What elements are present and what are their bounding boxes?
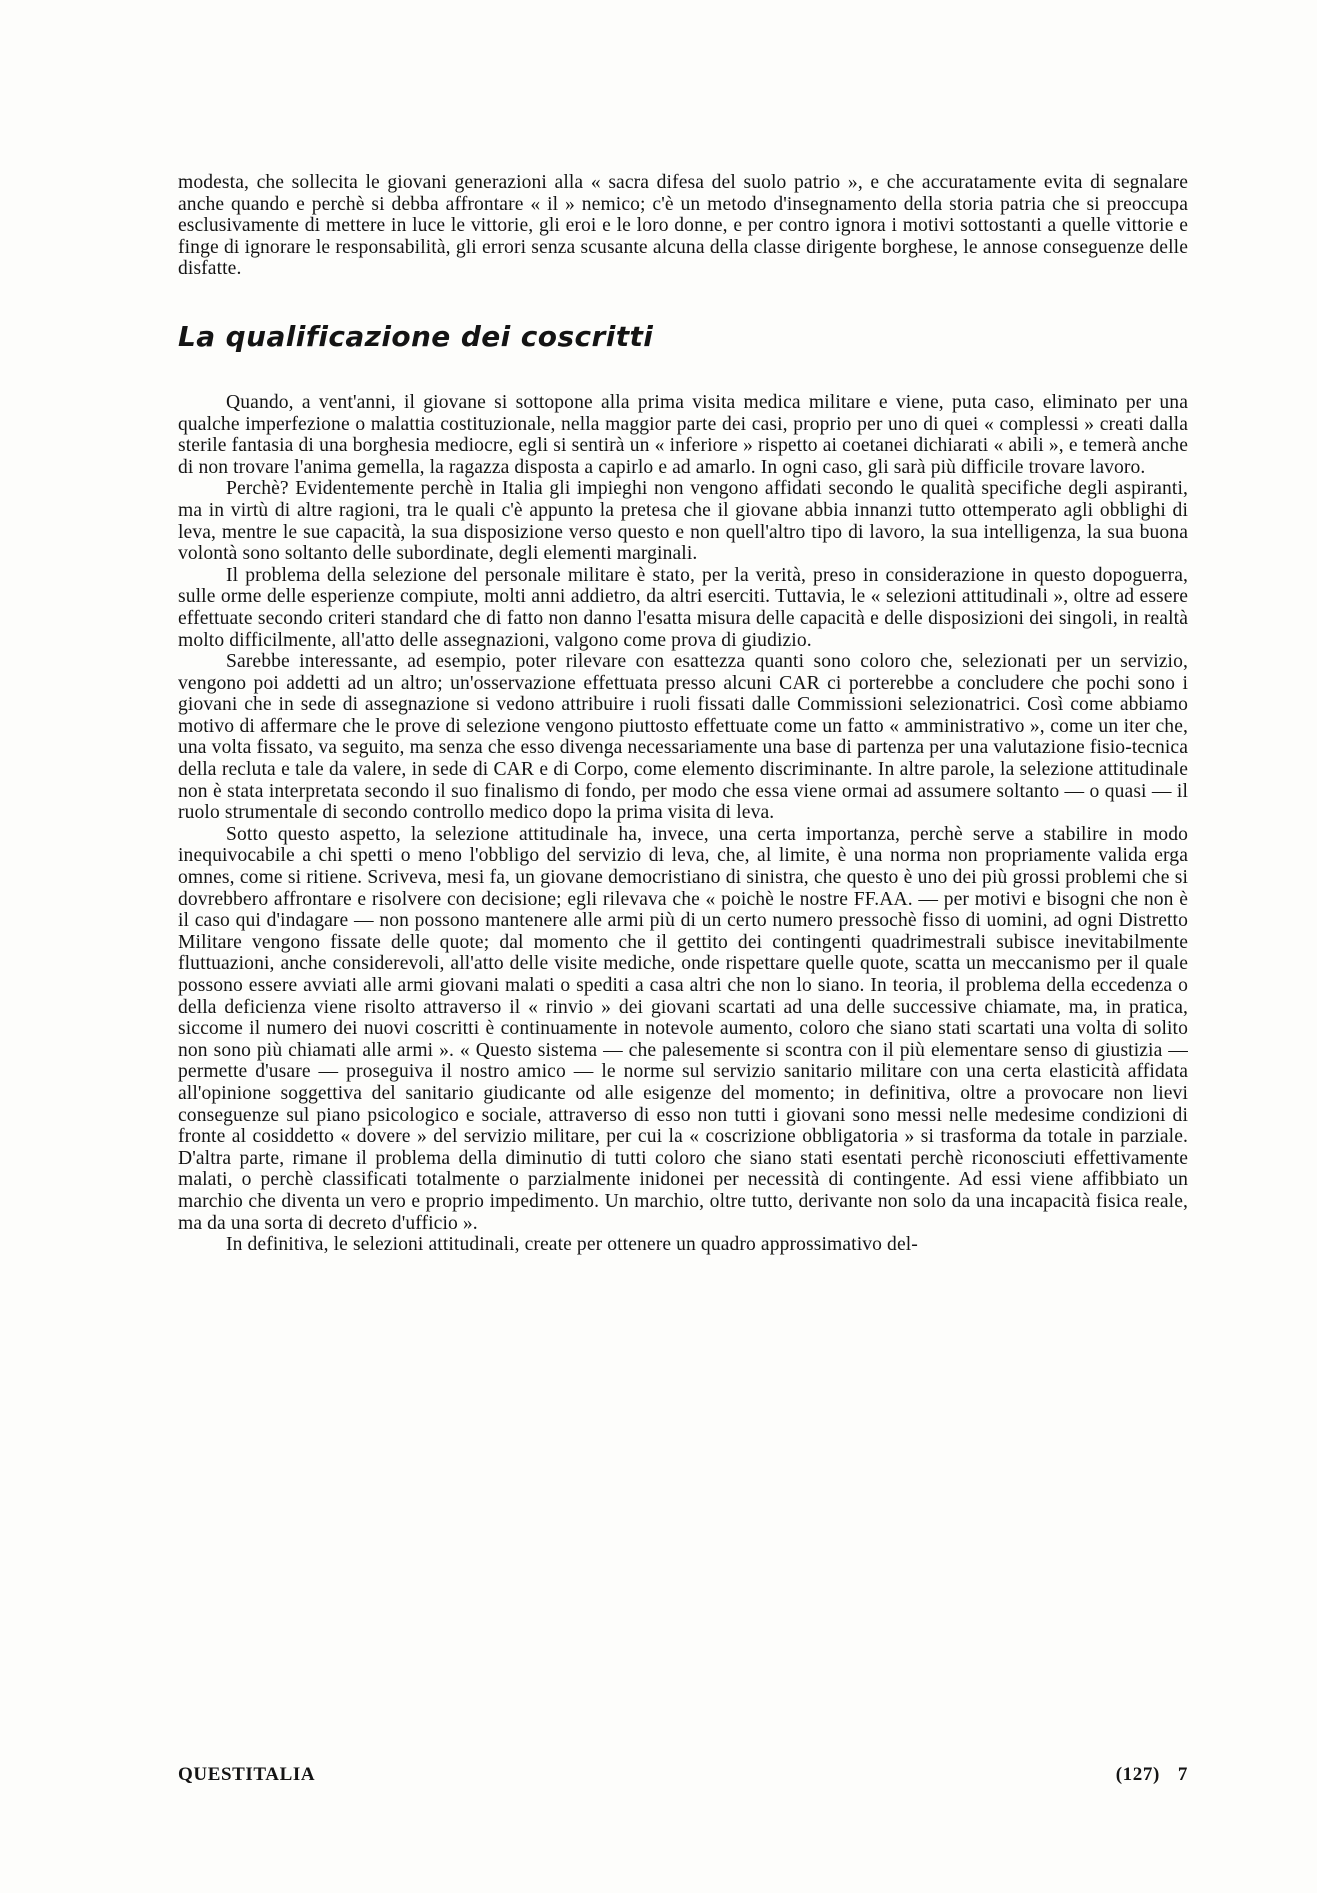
intro-paragraph: modesta, che sollecita le giovani generazioni alla « sacra difesa del suolo patrio », e che accuratamente evita di segnalare anche quando e perchè si debba affrontare « il » nemico; c'è un metodo d'insegnamento della storia patria che si preoccupa esclusivamente di mettere in luce le vittorie, gli eroi e le loro donne, e per contro ignora i motivi sottostanti a quelle vittorie e finge di ignorare le responsabilità, gli errori senza scusante alcuna della classe dirigente borghese, le annose conseguenze delle disfatte. — [178, 172, 1188, 280]
issue-number: (127) — [1115, 1764, 1160, 1785]
section-heading: La qualificazione dei coscritti — [178, 319, 654, 353]
page-number: 7 — [1177, 1764, 1188, 1785]
body-paragraph-4: Sarebbe interessante, ad esempio, poter rilevare con esattezza quanti sono coloro che, selezionati per un servizio, vengono poi addetti ad un altro; un'osservazione effettuata presso alcuni CAR ci porterebbe a concludere che pochi sono i giovani che in sede di assegnazione si vedono attribuire i ruoli fissati dalle Commissioni selezionatrici. Così come abbiamo motivo di affermare che le prove di selezione vengono piuttosto effettuate come un fatto « amministrativo », come un iter che, una volta fissato, va seguito, ma senza che esso divenga necessariamente una base di partenza per una valutazione fisio-tecnica della recluta e tale da valere, in sede di CAR e di Corpo, come elemento discriminante. In altre parole, la selezione attitudinale non è stata interpretata secondo il suo finalismo di fondo, per modo che essa viene ormai ad assumere soltanto — o quasi — il ruolo strumentale di secondo controllo medico dopo la prima visita di leva. — [178, 651, 1188, 824]
body-paragraph-3: Il problema della selezione del personale militare è stato, per la verità, preso in considerazione in questo dopoguerra, sulle orme delle esperienze compiute, molti anni addietro, da altri eserciti. Tuttavia, le « selezioni attitudinali », oltre ad essere effettuate secondo criteri standard che di fatto non danno l'esatta misura delle capacità e delle disposizioni dei singoli, in realtà molto difficilmente, all'atto delle assegnazioni, valgono come prova di giudizio. — [178, 564, 1188, 651]
journal-name: QUESTITALIA — [178, 1764, 316, 1785]
text-column — [178, 172, 1188, 1256]
page-reference — [1116, 1764, 1188, 1786]
body-paragraph-5: Sotto questo aspetto, la selezione attitudinale ha, invece, una certa importanza, perchè serve a stabilire in modo inequivocabile a chi spetti o meno l'obbligo del servizio di leva, che, al limite, è una norma non propriamente valida erga omnes, come si ritiene. Scriveva, mesi fa, un giovane democristiano di sinistra, che questo è uno dei più grossi problemi che si dovrebbero affrontare e risolvere con decisione; egli rilevava che « poichè le nostre FF.AA. — per motivi e bisogni che non è il caso qui d'indagare — non possono mantenere alle armi più di un certo numero pressochè fisso di uomini, ad ogni Distretto Militare vengono fissate delle quote; dal momento che il gettito dei contingenti quadrimestrali subisce inevitabilmente fluttuazioni, anche considerevoli, all'atto delle visite mediche, onde rispettare quelle quote, scatta un meccanismo per il quale possono essere avviati alle armi giovani malati o spediti a casa altri che non lo siano. In teoria, il problema della eccedenza o della deficienza viene risolto attraverso il « rinvio » dei giovani scartati ad una delle successive chiamate, ma, in pratica, siccome il numero dei nuovi coscritti è continuamente in notevole aumento, coloro che siano stati scartati una volta di solito non sono più chiamati alle armi ». « Questo sistema — che palesemente si scontra con il più elementare senso di giustizia — permette d'usare — proseguiva il nostro amico — le norme sul servizio sanitario militare con una certa elasticità affidata all'opinione soggettiva del sanitario giudicante od alle esigenze del momento; in definitiva, oltre a provocare non lievi conseguenze sul piano psicologico e sociale, attraverso di esso non tutti i giovani sono messi nelle medesime condizioni di fronte al cosiddetto « dovere » del servizio militare, per cui la « coscrizione obbligatoria » si trasforma da totale in parziale. D'altra parte, rimane il problema della diminutio di tutti coloro che siano stati esentati perchè riconosciuti effettivamente malati, o perchè classificati totalmente o parzialmente inidonei per necessità di contingente. Ad essi viene affibbiato un marchio che diventa un vero e proprio impedimento. Un marchio, oltre tutto, derivante non solo da una incapacità fisica reale, ma da una sorta di decreto d'ufficio ». — [178, 823, 1188, 1234]
page-footer — [178, 1764, 1188, 1790]
body-paragraph-6: In definitiva, le selezioni attitudinali, create per ottenere un quadro approssimativo del- — [226, 1234, 918, 1256]
body-paragraph-1: Quando, a vent'anni, il giovane si sottopone alla prima visita medica militare e viene, puta caso, eliminato per una qualche imperfezione o malattia costituzionale, nella maggior parte dei casi, proprio per uno di quei « complessi » creati dalla sterile fantasia di una borghesia mediocre, egli si sentirà un « inferiore » rispetto ai coetanei dichiarati « abili », e temerà anche di non trovare l'anima gemella, la ragazza disposta a capirlo e ad amarlo. In ogni caso, gli sarà più difficile trovare lavoro. — [178, 391, 1188, 478]
body-paragraph-2: Perchè? Evidentemente perchè in Italia gli impieghi non vengono affidati secondo le qualità specifiche degli aspiranti, ma in virtù di altre ragioni, tra le quali c'è appunto la pretesa che il giovane abbia innanzi tutto ottemperato agli obblighi di leva, mentre le sue capacità, la sua disposizione verso questo e non quell'altro tipo di lavoro, la sua intelligenza, la sua buona volontà sono soltanto delle subordinate, degli elementi marginali. — [178, 478, 1188, 565]
